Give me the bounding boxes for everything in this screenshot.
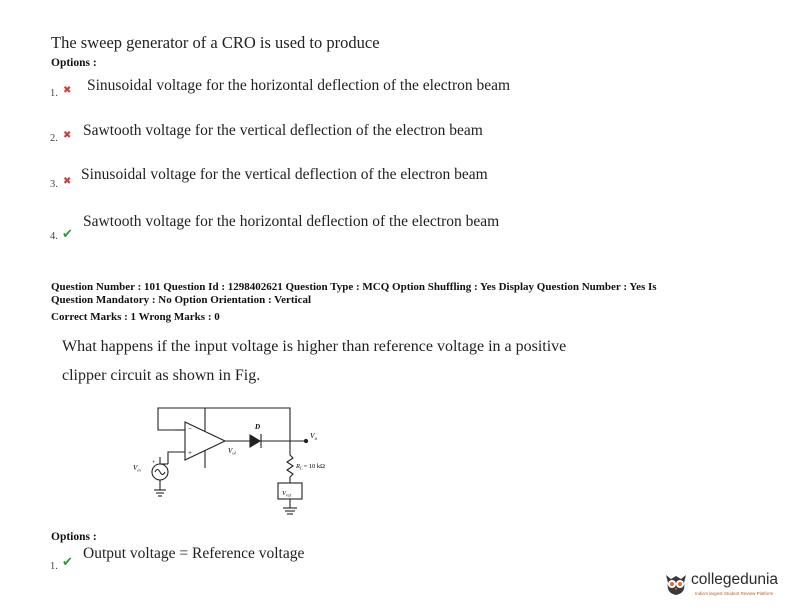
option-text[interactable]: Sinusoidal voltage for the vertical deflection of the electron beam [81,166,488,183]
cross-icon: ✖ [63,130,72,141]
option-text[interactable]: Sinusoidal voltage for the horizontal deflection of the electron beam [87,77,511,94]
question-2-text: What happens if the input voltage is higher than reference voltage in a positive [62,338,567,355]
load-resistor [287,455,293,477]
diode-symbol [250,435,260,447]
option-number: 1. [50,88,58,99]
option-text[interactable]: Output voltage = Reference voltage [83,545,305,562]
diode-label: D [255,423,261,431]
plus-sign: + [188,449,192,457]
option-text[interactable]: Sawtooth voltage for the vertical deflection of the electron beam [83,122,483,139]
brand-tagline: India's largest Student Review Platform [695,591,774,596]
brand-name: collegedunia [691,571,779,588]
question-meta-line: Question Mandatory : No Option Orientation : Vertical [51,294,312,306]
minus-sign: − [188,425,192,433]
op-amp-output-label: $V_{ol}$ [228,447,236,456]
output-voltage-label: $V_o$ [310,431,318,442]
option-number: 1. [50,561,58,572]
clipper-circuit-figure [130,400,360,530]
question-meta-line: Question Number : 101 Question Id : 1298402621 Question Type : MCQ Option Shuffling : Yes Display Question Number : Yes Is [51,281,657,293]
options-label: Options : [51,57,97,69]
question-2-text-continued: clipper circuit as shown in Fig. [62,367,261,384]
option-text[interactable]: Sawtooth voltage for the horizontal deflection of the electron beam [83,213,500,230]
check-icon: ✔ [62,227,73,242]
option-number: 3. [50,179,58,190]
collegedunia-logo [662,567,788,607]
options-label: Options : [51,531,97,543]
cross-icon: ✖ [63,176,72,187]
source-plus-sign: + [152,460,156,466]
question-1-text: The sweep generator of a CRO is used to produce [51,33,380,52]
option-number: 2. [50,133,58,144]
cross-icon: ✖ [63,85,72,96]
option-number: 4. [50,231,58,242]
marks-line: Correct Marks : 1 Wrong Marks : 0 [51,311,220,323]
reference-voltage-label: $V_{ref}$ [282,490,291,498]
check-icon: ✔ [62,555,73,570]
owl-icon [662,569,690,597]
input-voltage-label: $V_{in}$ [133,464,141,473]
load-resistance-label: $R_L= 10$ kΩ [296,463,325,471]
